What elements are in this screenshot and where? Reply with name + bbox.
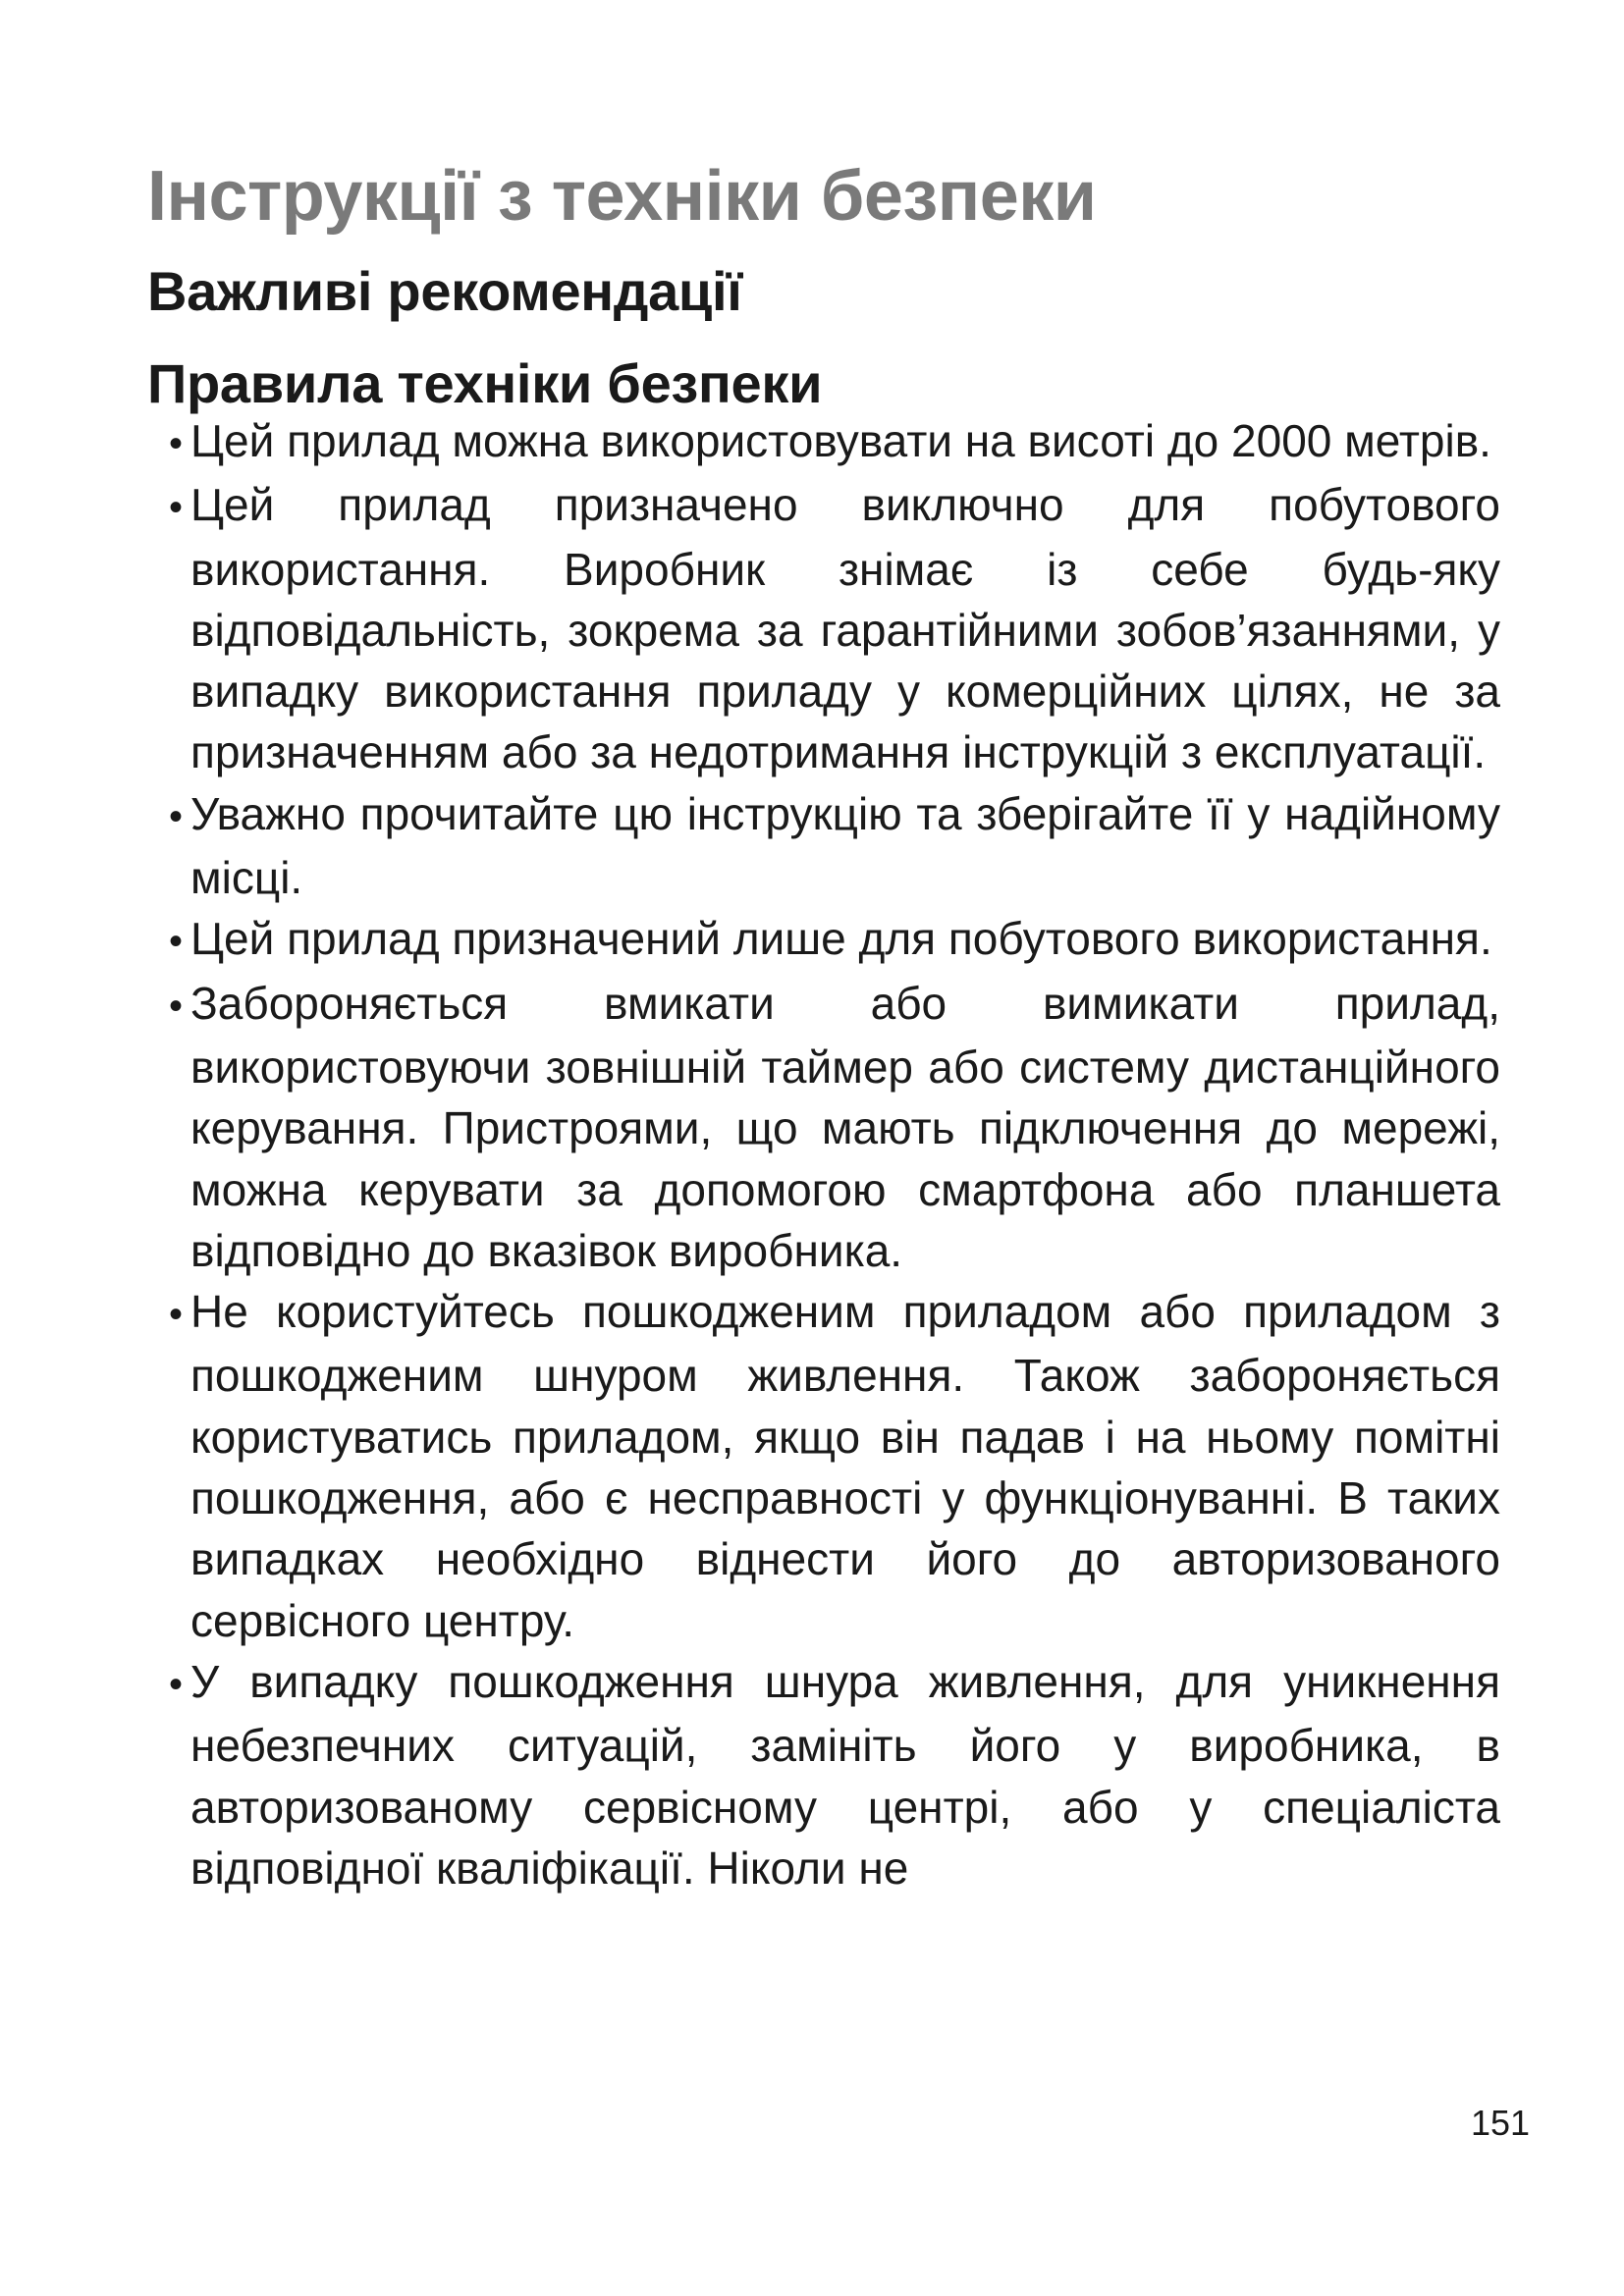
page-number: 151 [1471,2103,1531,2143]
rule-text: У випадку пошкодження шнура живлення, для уникнення небезпечних ситуацій, замініть його у виробника, в авторизованому сервісному центрі, або у спеціаліста відповідної кваліфікації. Ніколи не [190,1655,1500,1894]
rule-text: Цей прилад призначений лише для побутового використання. [190,913,1492,965]
subtitle: Важливі рекомендації [147,260,742,322]
section-title: Правила техніки безпеки [147,352,823,414]
bullet-icon: • [169,920,184,964]
list-item [169,783,1500,909]
bullet-icon: • [169,794,184,838]
rule-text: Не користуйтесь пошкодженим приладом або приладом з пошкодженим шнуром живлення. Також забороняється користуватись приладом, якщо він падав і на ньому помітні пошкодження, або є несправності у функціонуванні. В таких випадках необхідно віднести його до авторизованого сервісного центру. [190,1286,1500,1646]
list-item [169,908,1500,972]
safety-rules-list [169,410,1500,1898]
rule-text: Забороняється вмикати або вимикати прилад, використовуючи зовнішній таймер або систему дистанційного керування. Пристроями, що мають підключення до мережі, можна керувати за допомогою смартфона або планшета відповідно до вказівок виробника. [190,977,1500,1276]
page-title: Інструкції з техніки безпеки [147,157,1097,236]
list-item [169,1651,1500,1898]
bullet-icon: • [169,984,184,1028]
list-item [169,1281,1500,1651]
rule-text: Цей прилад можна використовувати на висоті до 2000 метрів. [190,415,1491,466]
rule-text: Цей прилад призначено виключно для побутового використання. Виробник знімає із себе будь-яку відповідальність, зокрема за гарантійними зобов’язаннями, у випадку використання приладу у комерційних цілях, не за призначенням або за недотримання інструкцій з експлуатації. [190,479,1500,778]
list-item [169,474,1500,782]
bullet-icon: • [169,486,184,530]
list-item [169,973,1500,1281]
document-page [147,147,1502,434]
bullet-icon: • [169,1662,184,1706]
bullet-icon: • [169,422,184,465]
rule-text: Уважно прочитайте цю інструкцію та зберігайте її у надійному місці. [190,787,1500,904]
bullet-icon: • [169,1293,184,1337]
list-item [169,410,1500,474]
